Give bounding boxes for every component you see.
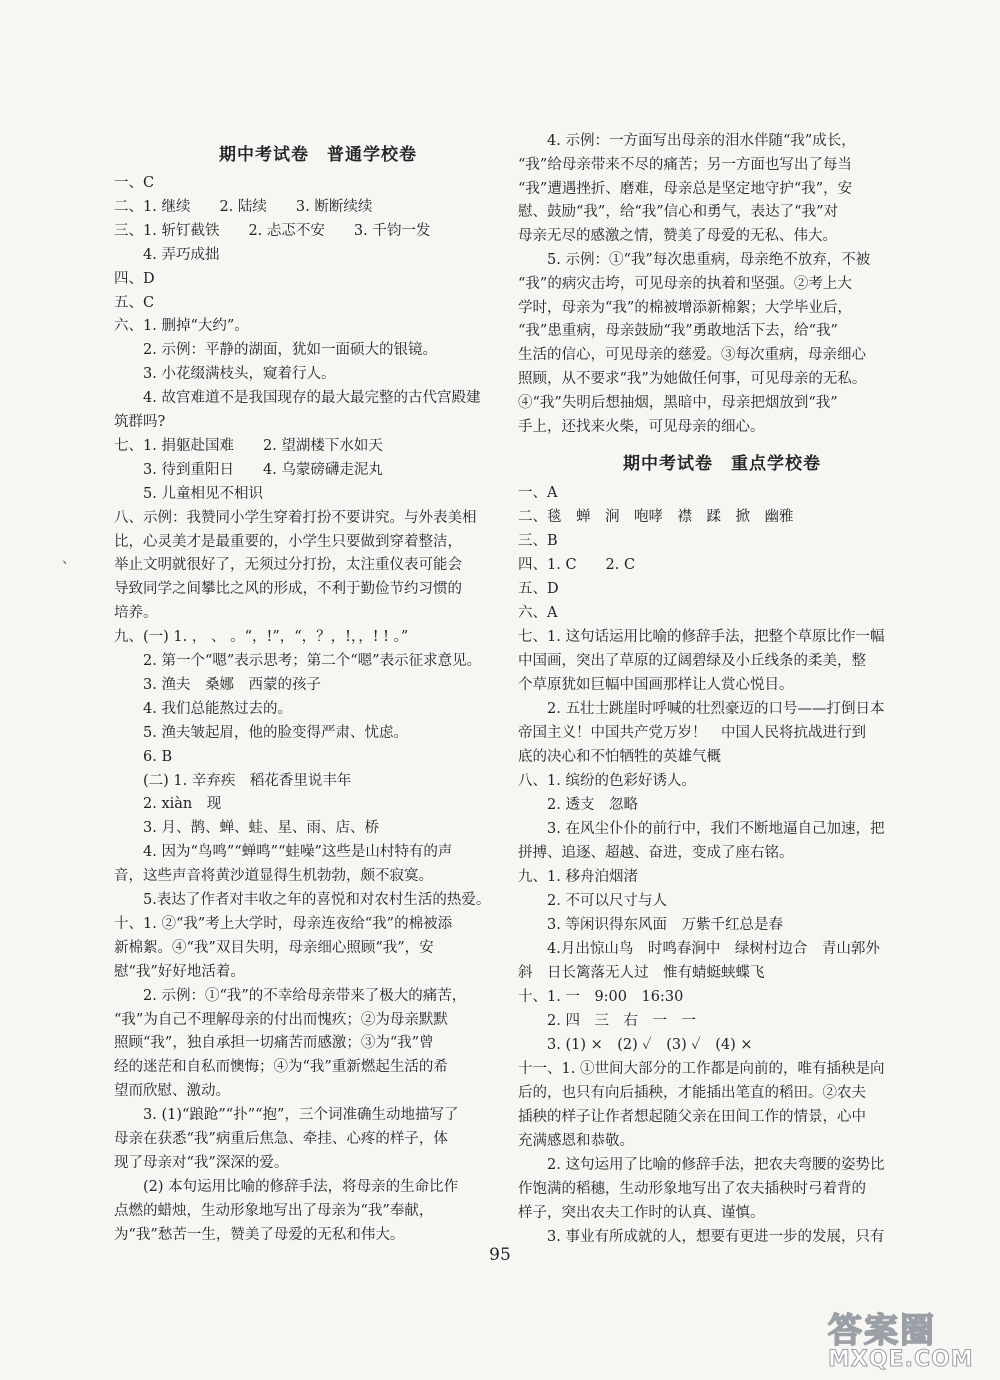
answer-line: 4. 故宫难道不是我国现存的最大最完整的古代宫殿建 (114, 390, 481, 407)
answer-line: 八、1. 缤纷的色彩好诱人。 (518, 773, 696, 789)
answer-line: 慰、鼓励“我”，给“我”信心和勇气，表达了“我”对 (518, 204, 838, 221)
answer-line: 十、1. ②“我”考上大学时，母亲连夜给“我”的棉被添 (114, 915, 453, 932)
answer-line: 插秧的样子让作者想起随父亲在田间工作的情景，心中 (518, 1109, 866, 1125)
answer-line: 3. (1) × (2) ✓ (3) ✓ (4) × (518, 1037, 753, 1053)
answer-line: 经的迷茫和自私而懊悔；④为“我”重新燃起生活的希 (114, 1059, 448, 1076)
answer-line: 八、示例：我赞同小学生穿着打扮不要讲究。与外表美相 (114, 509, 477, 526)
answer-line: 七、1. 这句话运用比喻的修辞手法，把整个草原比作一幅 (518, 629, 885, 645)
answer-line: 三、1. 斩钉截铁 2. 忐忑不安 3. 千钧一发 (114, 222, 431, 239)
answer-line: 筑群吗? (114, 414, 166, 430)
answer-line: 2. 第一个“嗯”表示思考；第二个“嗯”表示征求意见。 (114, 653, 482, 669)
answer-line: 2. 五壮士跳崖时呼喊的壮烈豪迈的口号——打倒日本 (518, 701, 885, 717)
answer-line: 6. B (114, 748, 173, 765)
answer-line: 2. 不可以尺寸与人 (518, 893, 667, 909)
answer-line: 九、1. 移舟泊烟渚 (518, 869, 638, 885)
answer-line: 3. 等闲识得东风面 万紫千红总是春 (518, 917, 783, 933)
answer-line: “我”的病灾击垮，可见母亲的执着和坚强。②考上大 (518, 275, 852, 292)
stray-mark: 、 (62, 551, 76, 567)
answer-line: 导致同学之间攀比之风的形成，不利于勤俭节约习惯的 (114, 581, 462, 598)
answer-line: 斜 日长篱落无人过 惟有蜻蜓蛱蝶飞 (518, 965, 765, 981)
answer-line: 5. 儿童相见不相识 (114, 485, 263, 502)
answer-line: “我”为自己不理解母亲的付出而愧疚；②为母亲默默 (114, 1011, 448, 1028)
answer-line: 2. 透支 忽略 (518, 797, 638, 813)
answer-line: 二、1. 继续 2. 陆续 3. 断断续续 (114, 198, 373, 215)
answer-line: 二、毯 蝉 涧 咆哮 襟 蹂 掀 幽雅 (518, 509, 794, 525)
answer-line: 一、A (518, 485, 558, 501)
answer-line: “我”患重病，母亲鼓励“我”勇敢地活下去，给“我” (518, 323, 838, 340)
answer-line: 四、D (114, 270, 155, 287)
answer-line: 四、1. C 2. C (518, 557, 636, 573)
answer-line: 照顾“我”，独自承担一切痛苦而感激；③为“我”曾 (114, 1035, 434, 1052)
answer-line: 新棉絮。④“我”双目失明，母亲细心照顾“我”，安 (114, 939, 434, 956)
answer-line: 七、1. 捐躯赴国难 2. 望湖楼下水如天 (114, 437, 383, 454)
answer-line: 4. 弄巧成拙 (114, 246, 220, 263)
answer-line: 照顾，从不要求“我”为她做任何事，可见母亲的无私。 (518, 371, 867, 387)
answer-line: 帝国主义！中国共产党万岁！ 中国人民将抗战进行到 (518, 725, 866, 741)
answer-line: 4. 示例：一方面写出母亲的泪水伴随“我”成长， (518, 133, 856, 149)
answer-line: 学时，母亲为“我”的棉被增添新棉絮；大学毕业后， (518, 299, 852, 316)
answer-line: 充满感恩和恭敬。 (518, 1133, 634, 1149)
answer-line: 比，心灵美才是最重要的，小学生只要做到穿着整洁， (114, 533, 462, 550)
answer-line: 3. 小花缀满枝头，窥着行人。 (114, 366, 336, 383)
answer-line: 六、A (518, 605, 558, 621)
answer-line: 2. xiàn 现 (114, 796, 222, 813)
answer-line: 一、C (114, 175, 155, 191)
watermark-logo (820, 1303, 990, 1375)
answer-line: 为“我”愁苦一生，赞美了母爱的无私和伟大。 (114, 1226, 405, 1243)
answer-line: “我”遭遇挫折、磨难，母亲总是坚定地守护“我”，安 (518, 180, 853, 197)
answer-line: ④“我”失明后想抽烟，黑暗中，母亲把烟放到“我” (518, 394, 838, 411)
answer-line: 5.表达了作者对丰收之年的喜悦和对农村生活的热爱。 (114, 892, 491, 908)
answer-line: 4. 我们总能熬过去的。 (114, 700, 292, 717)
watermark-title: 答案圈 (828, 1311, 936, 1351)
answer-line: 3. 事业有所成就的人，想要有更进一步的发展，只有 (518, 1229, 885, 1245)
answer-line: 母亲无尽的感激之情，赞美了母爱的无私、伟大。 (518, 228, 837, 245)
answer-line: 举止文明就很好了，无须过分打扮，太注重仪表可能会 (114, 557, 462, 574)
answer-line: 中国画，突出了草原的辽阔碧绿及小丘线条的柔美，整 (518, 653, 866, 669)
answer-line: 2. 四 三 右 一 一 (518, 1013, 696, 1029)
answer-line: 点燃的蜡烛，生动形象地写出了母亲为“我”奉献， (114, 1202, 434, 1219)
answer-line: 现了母亲对“我”深深的爱。 (114, 1154, 289, 1171)
answer-line: 十、1. 一 9:00 16:30 (518, 989, 684, 1005)
answer-line: 3. 在风尘仆仆的前行中，我们不断地逼自己加速，把 (518, 821, 885, 837)
answer-line: 九、(一) 1. ， 、 。“，!”，“，？，!，，! ! 。” (114, 629, 409, 646)
answer-line: 样子，突出农夫工作时的认真、谨慎。 (518, 1205, 765, 1221)
answer-line: 后的，也只有向后插秧，才能插出笔直的稻田。②农夫 (518, 1085, 866, 1101)
answer-line: 3. 渔夫 桑娜 西蒙的孩子 (114, 676, 321, 693)
answer-line: 2. 示例：平静的湖面，犹如一面硕大的银镜。 (114, 342, 437, 359)
answer-line: 望而欣慰、激动。 (114, 1083, 230, 1100)
page-number: 95 (489, 1245, 511, 1265)
answer-line: 拼搏、追逐、超越、奋进，变成了座右铭。 (518, 845, 794, 861)
answer-line: 3. 月、鹊、蝉、蛙、星、雨、店、桥 (114, 820, 379, 837)
answer-line: 3. (1)“踉跄”“扑”“抱”，三个词准确生动地描写了 (114, 1107, 459, 1124)
answer-line: (2) 本句运用比喻的修辞手法，将母亲的生命比作 (114, 1178, 459, 1195)
answer-line: 手上，还找来火柴，可见母亲的细心。 (518, 418, 765, 435)
answer-line: 生活的信心，可见母亲的慈爱。③每次重病，母亲细心 (518, 347, 866, 364)
answer-line: 母亲在获悉“我”病重后焦急、牵挂、心疼的样子，体 (114, 1131, 448, 1147)
answer-line: 作饱满的稻穗，生动形象地写出了农夫插秧时弓着背的 (518, 1181, 866, 1197)
answer-line: 5. 示例：①“我”每次患重病，母亲绝不放弃，不被 (518, 252, 871, 268)
answer-line: 六、1. 删掉“大约”。 (114, 318, 249, 335)
section-heading-regular-school: 期中考试卷 普通学校卷 (219, 145, 417, 165)
answer-line: 5. 渔夫皱起眉，他的脸变得严肃、忧虑。 (114, 724, 408, 741)
answer-line: 音，这些声音将黄沙道显得生机勃勃，颇不寂寞。 (114, 868, 433, 885)
answer-line: 底的决心和不怕牺牲的英雄气概 (518, 749, 721, 765)
answer-line: 三、B (518, 533, 558, 549)
answer-line: (二) 1. 辛弃疾 稻花香里说丰年 (114, 772, 352, 789)
answer-line: 五、D (518, 581, 559, 597)
answer-line: 2. 示例：①“我”的不幸给母亲带来了极大的痛苦， (114, 987, 467, 1004)
answer-line: 十一、1. ①世间大部分的工作都是向前的，唯有插秧是向 (518, 1061, 885, 1077)
answer-line: 2. 这句运用了比喻的修辞手法，把农夫弯腰的姿势比 (518, 1157, 885, 1173)
answer-line: 五、C (114, 294, 155, 311)
answer-line: 慰“我”好好地活着。 (114, 963, 245, 980)
answer-line: 3. 待到重阳日 4. 乌蒙磅礴走泥丸 (114, 461, 383, 478)
answer-line: 4. 因为“鸟鸣”“蝉鸣”“蛙噪”这些是山村特有的声 (114, 844, 453, 861)
answer-line: “我”给母亲带来不尽的痛苦；另一方面也写出了每当 (518, 156, 852, 173)
watermark-domain: MXQE.COM (828, 1347, 974, 1372)
answer-line: 4.月出惊山鸟 时鸣春涧中 绿树村边合 青山郭外 (518, 941, 880, 957)
answer-line: 个草原犹如巨幅中国画那样让人赏心悦目。 (518, 677, 794, 693)
section-heading-key-school: 期中考试卷 重点学校卷 (623, 454, 821, 474)
answer-line: 培养。 (114, 605, 158, 622)
